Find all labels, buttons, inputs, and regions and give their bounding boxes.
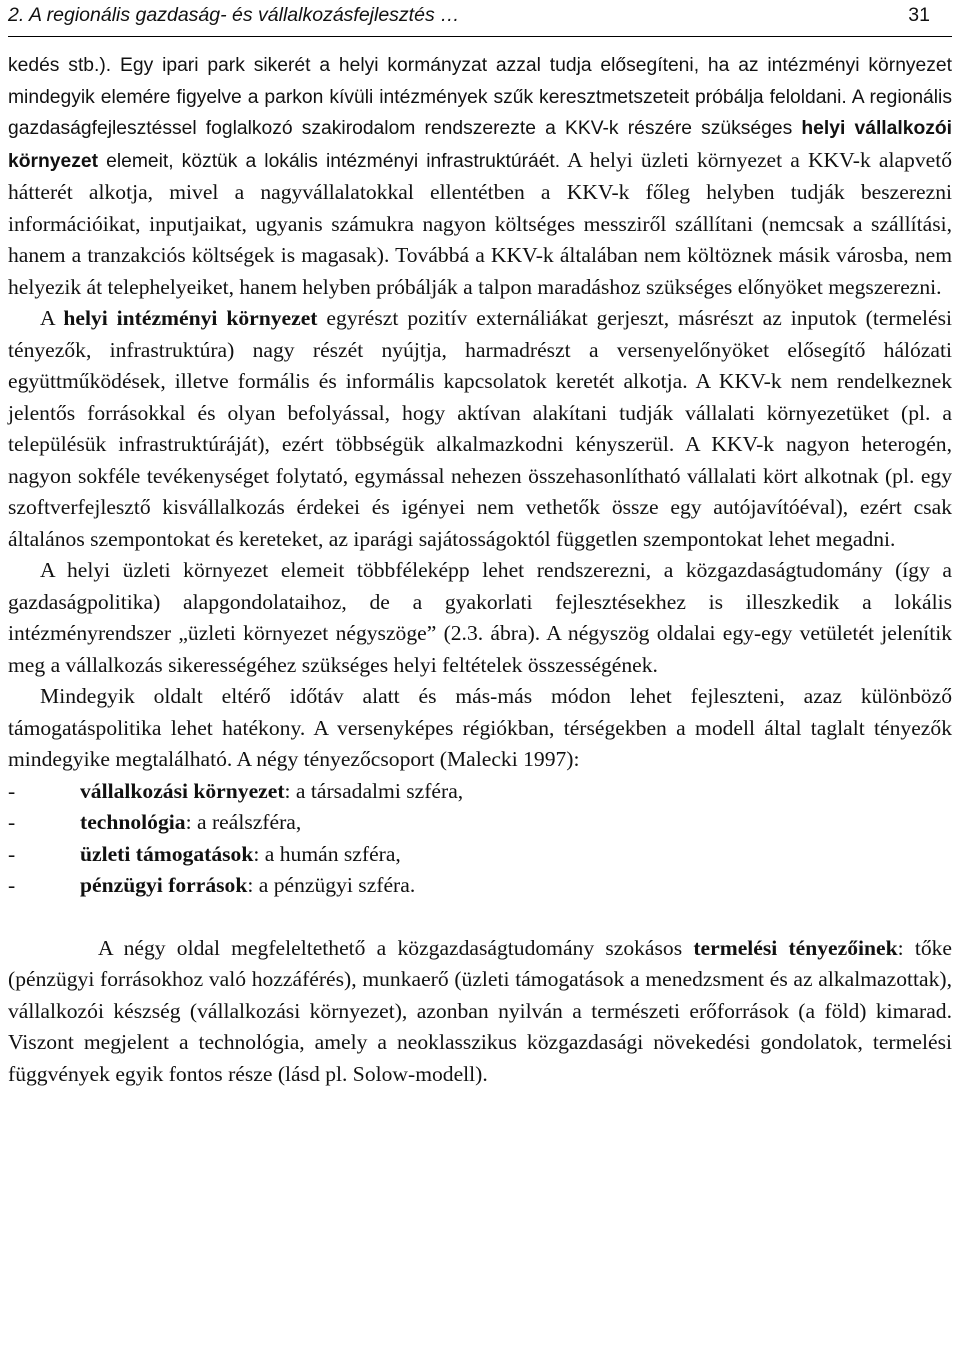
text-run: : a reálszféra,	[185, 810, 302, 834]
bold-term: üzleti támogatások	[80, 841, 254, 866]
document-body	[8, 50, 952, 1090]
bold-term: pénzügyi források	[80, 873, 248, 897]
bold-term: vállalkozási környezet	[80, 778, 285, 803]
paragraph-2	[8, 303, 952, 555]
list-item	[8, 870, 952, 902]
text-run: A helyi üzleti környezet a KKV-k alapvető hátterét alkotja, mivel a nagyvállalatokkal ellentétben a KKV-k főleg helyben tudják beszerezni információikat, inputjaikat, ugyanis számukra nagyon költséges messziről szállítani (nemcsak a szállítási, hanem a tranzakciós költségek is magasak). Továbbá a KKV-k általában nem költöznek másik városba, nem helyezik át telephelyeiket, hanem helyben próbálják a talpon maradáshoz szükséges előnyöket megszerezni.	[8, 147, 952, 299]
factor-list	[8, 776, 952, 902]
list-dash: -	[8, 873, 16, 897]
page-number: 31	[908, 4, 930, 26]
list-item	[8, 776, 952, 808]
text-run: elemeit, köztük a lokális intézményi infrastruktúráét.	[98, 150, 561, 172]
list-item	[8, 807, 952, 839]
bold-term: helyi vállalkozói környezet	[8, 118, 953, 172]
bold-term: technológia	[80, 810, 186, 834]
chapter-title: 2. A regionális gazdaság- és vállalkozásfejlesztés …	[8, 4, 460, 26]
list-item	[8, 839, 952, 871]
text-run: A négy oldal megfeleltethető a közgazdaságtudomány szokásos	[98, 935, 694, 960]
running-header	[8, 0, 952, 37]
text-run: A	[40, 306, 64, 330]
spacer	[8, 902, 952, 933]
bold-term: termelési tényezőinek	[693, 935, 898, 960]
list-dash: -	[8, 810, 16, 834]
paragraph-5	[8, 933, 952, 1091]
text-run: : a társadalmi szféra,	[284, 778, 464, 803]
bold-term: helyi intézményi környezet	[63, 306, 318, 330]
list-dash: -	[8, 841, 16, 866]
paragraph-1	[8, 50, 952, 303]
paragraph-4: Mindegyik oldalt eltérő időtáv alatt és más-más módon lehet fejleszteni, azaz különböző támogatáspolitika lehet hatékony. A versenyképes régiókban, térségekben a modell által taglalt tényezők mindegyike megtalálható. A négy tényezőcsoport (Malecki 1997):	[8, 684, 952, 771]
text-run: : a pénzügyi szféra.	[247, 873, 416, 897]
text-run: egyrészt pozitív externáliákat gerjeszt, másrészt az inputok (termelési tényezők, infrastruktúra) nagy részét nyújtja, harmadrészt a versenyelőnyöket elősegítő hálózati együttműködések, illetve formális és informális kapcsolatok keretét alkotja. A KKV-k nem rendelkeznek jelentős forrásokkal és olyan befolyással, hogy aktívan alakítani tudják vállalati környezetüket (pl. a településük infrastruktúráját), ezért többségük alkalmazkodni kényszerül. A KKV-k nagyon heterogén, nagyon sokféle tevékenységet folytató, egymással nehezen összehasonlítható vállalati kört alkotnak (pl. egy szoftverfejlesztő kisvállalkozás érdekei és igényei nem vethetők össze egy autójavítóéval), ezért csak általános szempontokat és kereteket, az iparági sajátosságoktól független szempontokat lehet megadni.	[8, 306, 952, 551]
paragraph-3: A helyi üzleti környezet elemeit többféleképp lehet rendszerezni, a közgazdaságtudomány (így a gazdaságpolitika) alapgondolataihoz, de a gyakorlati fejlesztésekhez is illeszkedik a lokális intézményrendszer „üzleti környezet négyszöge” (2.3. ábra). A négyszög oldalai egy-egy vetületét jelenítik meg a vállalkozás sikerességéhez szükséges helyi feltételek összességének.	[8, 558, 952, 677]
text-run: : a humán szféra,	[253, 841, 401, 866]
text-run: : tőke (pénzügyi forrásokhoz való hozzáférés), munkaerő (üzleti támogatások a menedzsment és az alkalmazottak), vállalkozói készség (vállalkozási környezet), azonban nyilván a természeti erőforrások (a föld) kimarad. Viszont megjelent a technológia, amely a neoklasszikus közgazdasági növekedési gondolatok, termelési függvények egyik fontos része (lásd pl. Solow-modell).	[8, 935, 953, 1086]
list-dash: -	[8, 778, 16, 803]
text-run: kedés stb.). Egy ipari park sikerét a helyi kormányzat azzal tudja elősegíteni, ha az intézményi környezet mindegyik elemére figyelve a parkon kívüli intézmények szűk keresztmetszeteit próbálja feloldani. A regionális gazdaságfejlesztéssel foglalkozó szakirodalom rendszerezte a KKV-k részére szükséges	[8, 55, 952, 139]
